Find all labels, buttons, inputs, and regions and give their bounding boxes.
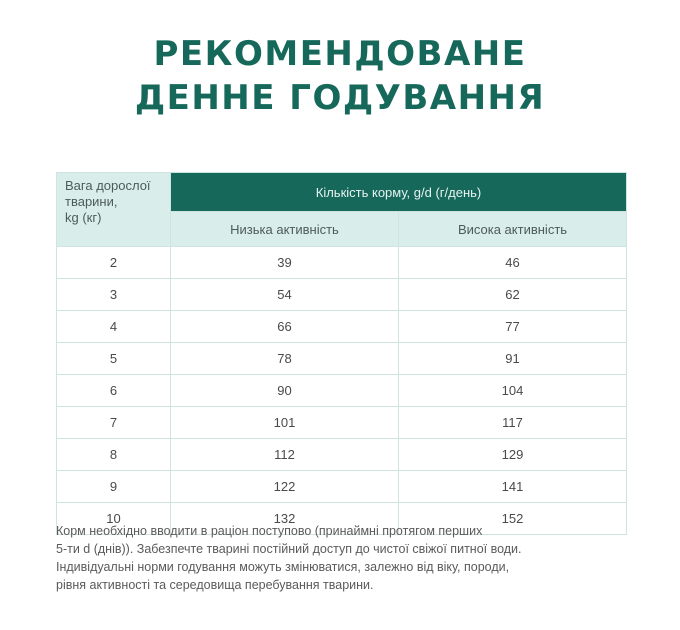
table-row — [57, 343, 627, 375]
low-activity-cell: 132 — [171, 503, 399, 535]
high-activity-cell: 117 — [399, 407, 627, 439]
weight-cell: 3 — [57, 279, 171, 311]
low-activity-cell: 122 — [171, 471, 399, 503]
table-row — [57, 407, 627, 439]
high-activity-cell: 62 — [399, 279, 627, 311]
high-activity-cell: 46 — [399, 247, 627, 279]
table-row — [57, 311, 627, 343]
table-row — [57, 279, 627, 311]
amount-column-header: Кількість корму, g/d (г/день) — [171, 173, 627, 212]
high-activity-cell: 91 — [399, 343, 627, 375]
note-line: 5-ти d (днів)). Забезпечте тварині постійний доступ до чистої свіжої питної води. — [56, 542, 522, 556]
high-activity-cell: 104 — [399, 375, 627, 407]
weight-header-line: Вага дорослої — [65, 178, 151, 193]
weight-cell: 7 — [57, 407, 171, 439]
low-activity-cell: 66 — [171, 311, 399, 343]
note-line: рівня активності та середовища перебування тварини. — [56, 578, 374, 592]
low-activity-cell: 54 — [171, 279, 399, 311]
note-line: Корм необхідно вводити в раціон поступово (принаймні протягом перших — [56, 524, 483, 538]
weight-cell: 10 — [57, 503, 171, 535]
table-row — [57, 247, 627, 279]
high-activity-cell: 129 — [399, 439, 627, 471]
note-line: Індивідуальні норми годування можуть змінюватися, залежно від віку, породи, — [56, 560, 510, 574]
title-line-1: РЕКОМЕНДОВАНЕ — [153, 34, 527, 74]
low-activity-cell: 39 — [171, 247, 399, 279]
feeding-table — [56, 172, 627, 535]
weight-cell: 4 — [57, 311, 171, 343]
table-row — [57, 471, 627, 503]
page-title — [0, 32, 680, 120]
feeding-note — [56, 522, 646, 594]
low-activity-cell: 90 — [171, 375, 399, 407]
high-activity-cell: 141 — [399, 471, 627, 503]
table-row — [57, 439, 627, 471]
high-activity-cell: 77 — [399, 311, 627, 343]
high-activity-header: Висока активність — [399, 212, 627, 247]
high-activity-cell: 152 — [399, 503, 627, 535]
weight-cell: 2 — [57, 247, 171, 279]
low-activity-header: Низька активність — [171, 212, 399, 247]
weight-cell: 8 — [57, 439, 171, 471]
weight-cell: 6 — [57, 375, 171, 407]
title-line-2: ДЕННЕ ГОДУВАННЯ — [134, 78, 546, 118]
low-activity-cell: 112 — [171, 439, 399, 471]
low-activity-cell: 78 — [171, 343, 399, 375]
weight-header-line: тварини, — [65, 194, 118, 209]
weight-header-line: kg (кг) — [65, 210, 102, 225]
weight-cell: 5 — [57, 343, 171, 375]
low-activity-cell: 101 — [171, 407, 399, 439]
weight-column-header — [57, 173, 171, 247]
table-row — [57, 375, 627, 407]
weight-cell: 9 — [57, 471, 171, 503]
